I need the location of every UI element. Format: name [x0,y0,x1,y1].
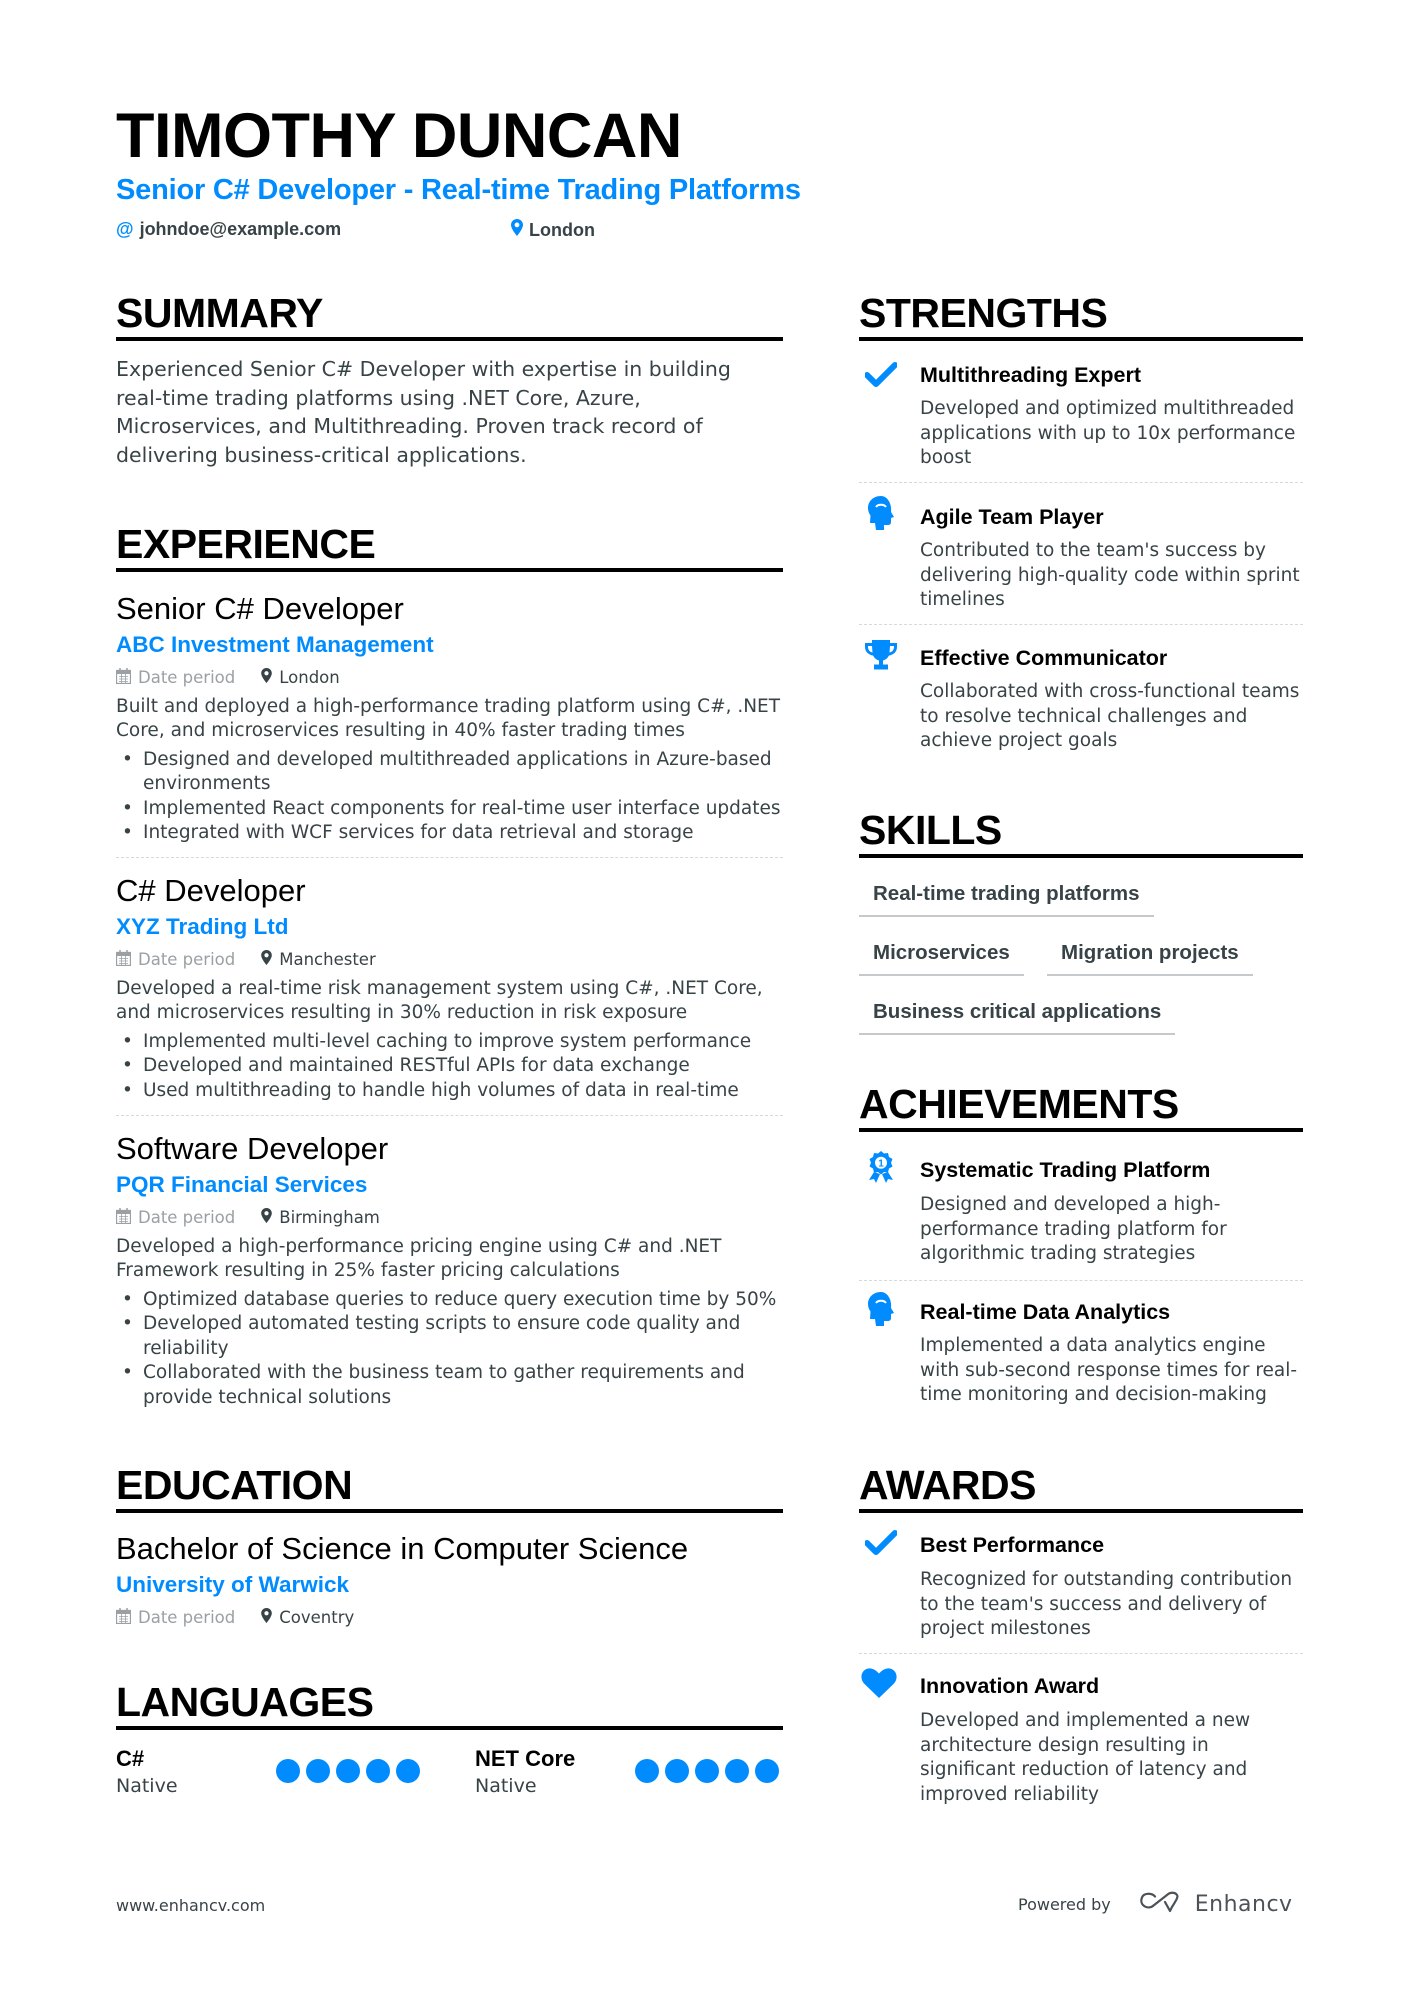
map-pin-icon [511,219,523,241]
school[interactable]: University of Warwick [116,1572,349,1597]
summary-text: Experienced Senior C# Developer with expertise in building real-time trading platforms using .NET Core, Azure, Microservices, and Multithreading. Proven track record of delivering business-critical applications. [116,357,731,467]
job-bullets [116,1288,783,1411]
calendar-icon [116,668,131,688]
job-location: Birmingham [279,1208,380,1227]
education-item [116,1533,783,1628]
head-brain-icon [862,496,900,530]
education-meta [116,1608,783,1628]
email-text: johndoe@example.com [139,219,342,239]
experience-item [116,875,783,1103]
language-name: NET Core [475,1746,576,1771]
awards-divider [859,1509,1303,1513]
rating-dot-filled [366,1759,390,1783]
job-location: London [279,668,340,687]
job-role: C# Developer [116,873,306,908]
job-company[interactable]: ABC Investment Management [116,632,434,657]
job-date: Date period [138,1208,236,1227]
calendar-icon [116,1208,131,1228]
job-description: Developed a real-time risk management system using C#, .NET Core, and microservices resulting in 30% reduction in risk exposure [116,977,763,1023]
strength-desc: Collaborated with cross-functional teams to resolve technical challenges and achieve project goals [920,681,1300,751]
strengths-divider [859,337,1303,341]
summary-heading: SUMMARY [116,290,323,336]
powered-by[interactable] [1018,1890,1293,1918]
rating-dot-filled [635,1759,659,1783]
checkmark-icon [862,1526,900,1560]
brand-name: Enhancv [1194,1891,1293,1917]
skill-tag: Microservices [859,942,1024,976]
award-title: Innovation Award [920,1674,1100,1698]
experience-divider [116,568,783,572]
rating-dot-filled [755,1759,779,1783]
language-rating [276,1759,420,1783]
job-description: Developed a high-performance pricing engine using C# and .NET Framework resulting in 25% faster pricing calculations [116,1235,722,1281]
item-divider [859,1653,1303,1654]
rating-dot-filled [336,1759,360,1783]
candidate-name: TIMOTHY DUNCAN [116,101,682,171]
achievement-desc: Designed and developed a high-performance trading platform for algorithmic trading strategies [920,1194,1227,1264]
job-bullet: • Integrated with WCF services for data retrieval and storage [116,821,783,846]
checkmark-icon [862,358,900,392]
rating-dot-filled [695,1759,719,1783]
education-location: Coventry [279,1608,355,1627]
strengths-heading: STRENGTHS [859,290,1108,336]
item-divider [116,1115,783,1116]
language-level: Native [475,1775,537,1797]
job-bullet: • Developed automated testing scripts to ensure code quality and reliability [116,1312,783,1361]
strength-title: Effective Communicator [920,646,1168,670]
job-company[interactable]: PQR Financial Services [116,1172,368,1197]
achievements-heading: ACHIEVEMENTS [859,1081,1179,1127]
job-meta [116,950,783,970]
awards-heading: AWARDS [859,1462,1036,1508]
contact-location [511,219,595,241]
language-item [475,1748,575,1796]
languages-divider [116,1726,783,1730]
skill-tag: Migration projects [1047,942,1253,976]
achievement-title: Real-time Data Analytics [920,1300,1171,1324]
rating-dot-filled [396,1759,420,1783]
trophy-icon [862,638,900,672]
at-icon: @ [116,219,134,239]
job-bullets [116,748,783,846]
language-name: C# [116,1746,145,1771]
item-divider [116,857,783,858]
enhancv-logo-icon [1139,1890,1185,1918]
award-title: Best Performance [920,1533,1105,1557]
award-ribbon-icon [862,1150,900,1184]
rating-dot-filled [306,1759,330,1783]
map-pin-icon [261,668,272,687]
experience-heading: EXPERIENCE [116,521,376,567]
job-bullet: • Developed and maintained RESTful APIs for data exchange [116,1054,783,1079]
award-desc: Recognized for outstanding contribution to the team's success and delivery of project milestones [920,1569,1293,1639]
languages-heading: LANGUAGES [116,1679,374,1725]
job-bullet: • Collaborated with the business team to gather requirements and provide technical solutions [116,1361,783,1410]
heart-icon [860,1666,898,1700]
job-location: Manchester [279,950,376,969]
job-bullet: • Used multithreading to handle high volumes of data in real-time [116,1079,783,1104]
job-description: Built and deployed a high-performance trading platform using C#, .NET Core, and microservices resulting in 40% faster trading times [116,695,781,741]
education-heading: EDUCATION [116,1462,353,1508]
calendar-icon [116,950,131,970]
svg-text:1: 1 [878,1158,884,1170]
skill-tag: Real-time trading platforms [859,883,1154,917]
contact-email[interactable] [116,219,341,240]
job-date: Date period [138,668,236,687]
award-desc: Developed and implemented a new architecture design resulting in significant reduction of latency and improved reliability [920,1710,1251,1805]
education-date: Date period [138,1608,236,1627]
map-pin-icon [261,1608,272,1627]
job-bullets [116,1030,783,1104]
candidate-title: Senior C# Developer - Real-time Trading Platforms [116,174,801,206]
powered-by-label: Powered by [1018,1894,1111,1914]
language-item [116,1748,178,1796]
map-pin-icon [261,950,272,969]
skill-tag: Business critical applications [859,1001,1175,1035]
summary-divider [116,337,783,341]
job-bullet: • Optimized database queries to reduce query execution time by 50% [116,1288,783,1313]
rating-dot-filled [276,1759,300,1783]
location-text: London [529,219,595,240]
job-bullet: • Designed and developed multithreaded applications in Azure-based environments [116,748,783,797]
job-bullet: • Implemented multi-level caching to improve system performance [116,1030,783,1055]
item-divider [859,1280,1303,1281]
job-company[interactable]: XYZ Trading Ltd [116,914,289,939]
item-divider [859,624,1303,625]
job-role: Senior C# Developer [116,591,404,626]
language-level: Native [116,1775,178,1797]
map-pin-icon [261,1208,272,1227]
experience-item [116,1133,783,1410]
experience-item [116,593,783,846]
strength-title: Multithreading Expert [920,363,1141,387]
job-bullet: • Implemented React components for real-time user interface updates [116,797,783,822]
rating-dot-filled [665,1759,689,1783]
education-divider [116,1509,783,1513]
achievements-divider [859,1128,1303,1132]
strength-title: Agile Team Player [920,505,1104,529]
head-brain-icon [862,1292,900,1326]
website-link[interactable]: www.enhancv.com [116,1896,266,1915]
item-divider [859,482,1303,483]
calendar-icon [116,1608,131,1628]
rating-dot-filled [725,1759,749,1783]
language-rating [635,1759,779,1783]
skills-divider [859,854,1303,858]
job-meta [116,1208,783,1228]
strength-desc: Developed and optimized multithreaded applications with up to 10x performance boost [920,398,1296,468]
degree: Bachelor of Science in Computer Science [116,1531,689,1566]
job-role: Software Developer [116,1131,389,1166]
achievement-title: Systematic Trading Platform [920,1158,1211,1182]
achievement-desc: Implemented a data analytics engine with sub-second response times for real-time monitoring and decision-making [920,1335,1298,1405]
job-meta [116,668,783,688]
strength-desc: Contributed to the team's success by delivering high-quality code within sprint timelines [920,540,1300,610]
job-date: Date period [138,950,236,969]
skills-heading: SKILLS [859,807,1002,853]
